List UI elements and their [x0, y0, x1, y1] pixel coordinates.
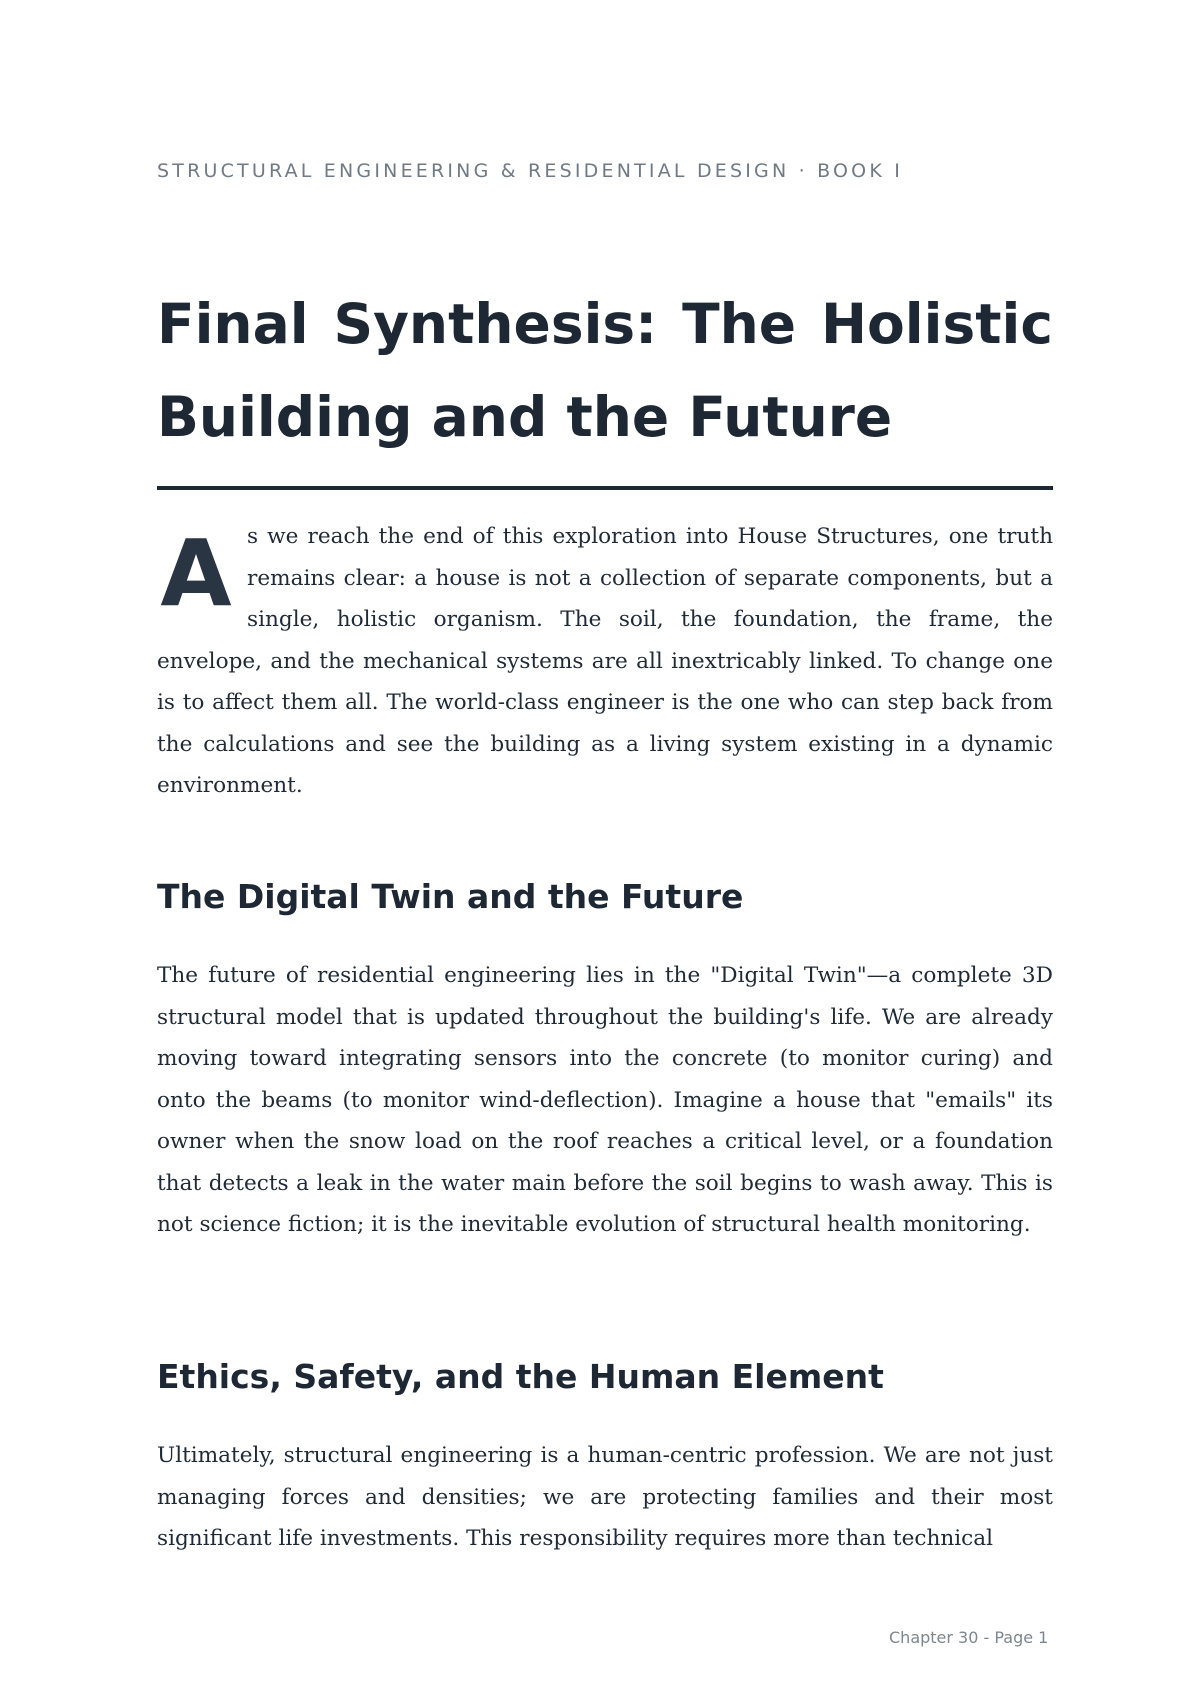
drop-cap: A — [160, 520, 232, 627]
section-body-digital-twin: The future of residential engineering lies in the "Digital Twin"—a complete 3D structural model that is updated throughout the building's life. We are already moving toward integrating sensors into the concrete (to monitor curing) and onto the beams (to monitor wind-deflection). Imagine a house that "emails" its owner when the snow load on the roof reaches a critical level, or a foundation that detects a leak in the water main before the soil begins to wash away. This is not science fiction; it is the inevitable evolution of structural health monitoring. — [157, 963, 1053, 1237]
intro-text: s we reach the end of this exploration into House Structures, one truth remains clear: a house is not a collection of separate components, but a single, holistic organism. The soil, the foundation, the frame, the envelope, and the mechanical systems are all inextricably linked. To change one is to affect them all. The world-class engineer is the one who can step back from the calculations and see the building as a living system existing in a dynamic environment. — [157, 524, 1053, 798]
running-header: STRUCTURAL ENGINEERING & RESIDENTIAL DESIGN · BOOK I — [157, 160, 904, 182]
title-divider — [157, 486, 1053, 490]
intro-paragraph — [157, 516, 1053, 807]
section-heading-ethics: Ethics, Safety, and the Human Element — [157, 1357, 884, 1396]
chapter-title: Final Synthesis: The Holistic Building and the Future — [157, 292, 1053, 449]
section-heading-digital-twin: The Digital Twin and the Future — [157, 877, 744, 916]
section-body-ethics: Ultimately, structural engineering is a human-centric profession. We are not just managing forces and densities; we are protecting families and their most significant life investments. This responsibility requires more than technical — [157, 1443, 1053, 1551]
page-number-footer: Chapter 30 - Page 1 — [889, 1628, 1049, 1647]
